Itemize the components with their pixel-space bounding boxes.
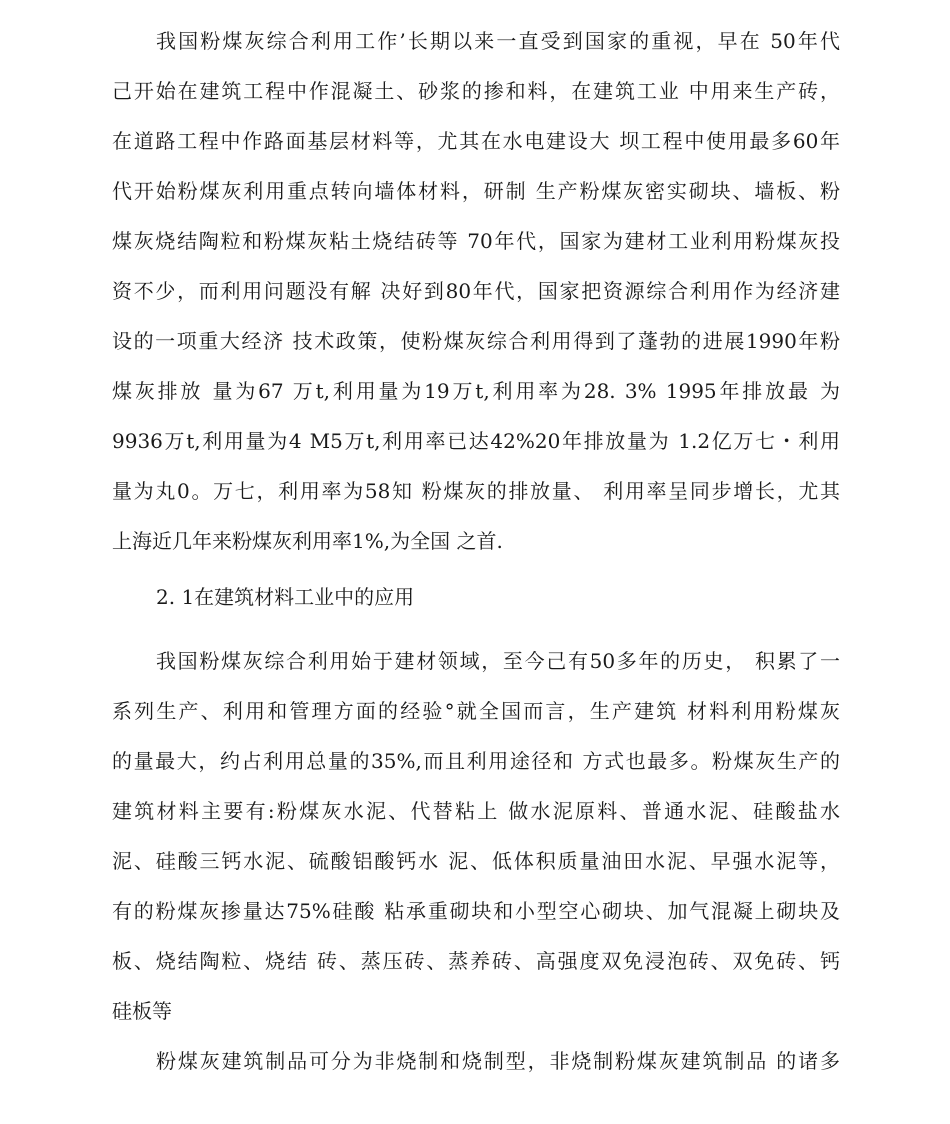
text-line: 有的粉煤灰掺量达75%硅酸 粘承重砌块和小型空心砌块、加气混凝上砌块及 [112,899,840,923]
text-line: 设的一项重大经济 技术政策，使粉煤灰综合利用得到了蓬勃的进展1990年粉 [112,329,840,353]
text-line: 建筑材料主要有:粉煤灰水泥、代替粘上 做水泥原料、普通水泥、硅酸盐水 [112,799,840,823]
text-line: 系列生产、利用和管理方面的经验°就全国而言，生产建筑 材料利用粉煤灰 [112,699,840,723]
text-line: 板、烧结陶粒、烧结 砖、蒸压砖、蒸养砖、高强度双免浸泡砖、双免砖、钙 [112,949,840,973]
text-line: 量为丸0。万七，利用率为58知 粉煤灰的排放量、 利用率呈同步增长，尤其 [112,479,840,503]
text-line: 在道路工程中作路面基层材料等，尤其在水电建设大 坝工程中使用最多60年 [112,129,840,153]
paragraph-building-products [112,1036,840,1086]
text-line: 的量最大，约占利用总量的35%,而且利用途径和 方式也最多。粉煤灰生产的 [112,749,840,773]
text-line: 硅板等 [112,999,172,1023]
text-line: 代开始粉煤灰利用重点转向墙体材料，研制 生产粉煤灰密实砌块、墙板、粉 [112,179,840,203]
text-line: 煤灰排放 量为67 万t,利用量为19万t,利用率为28. 3% 1995年排放最 为 [112,379,840,403]
text-line: 煤灰烧结陶粒和粉煤灰粘土烧结砖等 70年代，国家为建材工业利用粉煤灰投 [112,229,840,253]
section-heading: 2. 1在建筑材料工业中的应用 [156,585,415,609]
paragraph-building-materials [112,636,840,1036]
text-line: 我国粉煤灰综合利用工作’长期以来一直受到国家的重视，早在 50年代 [156,29,840,53]
text-line: 上海近几年来粉煤灰利用率1%,为全国 之首. [112,529,503,553]
text-line: 粉煤灰建筑制品可分为非烧制和烧制型，非烧制粉煤灰建筑制品 的诸多 [156,1049,840,1073]
paragraph-fly-ash-history [112,16,840,566]
text-line: 泥、硅酸三钙水泥、硫酸铝酸钙水 泥、低体积质量油田水泥、早强水泥等， [112,849,840,873]
text-line: 己开始在建筑工程中作混凝土、砂浆的掺和料，在建筑工业 中用来生产砖， [112,79,840,103]
text-line: 资不少，而利用问题没有解 决好到80年代，国家把资源综合利用作为经济建 [112,279,840,303]
document-page [112,16,840,1086]
text-line: 9936万t,利用量为4 M5万t,利用率已达42%20年排放量为 1.2亿万七・利用 [112,429,840,453]
text-line: 我国粉煤灰综合利用始于建材领域，至今己有50多年的历史， 积累了一 [156,649,840,673]
